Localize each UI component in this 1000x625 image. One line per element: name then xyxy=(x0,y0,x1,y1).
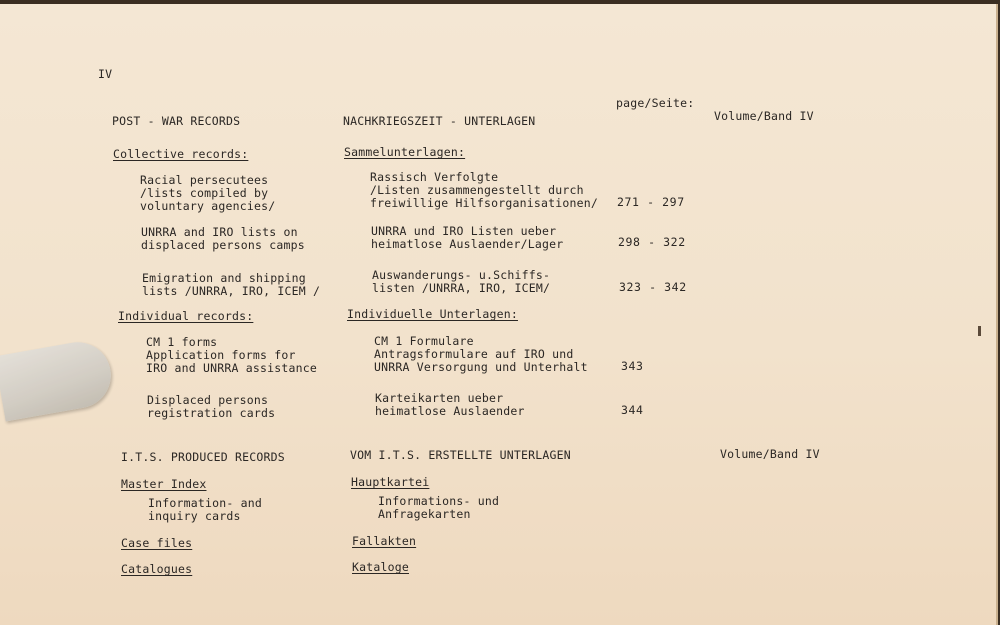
individual-heading-de: Individuelle Unterlagen: xyxy=(347,307,518,321)
item-de-line: Auswanderungs- u.Schiffs- xyxy=(372,268,551,282)
item-de-line: Karteikarten ueber xyxy=(375,391,504,405)
document-page xyxy=(0,4,998,625)
its-heading-de: VOM I.T.S. ERSTELLTE UNTERLAGEN xyxy=(350,448,571,462)
index-tab xyxy=(0,337,116,421)
its-heading-en: I.T.S. PRODUCED RECORDS xyxy=(121,450,285,464)
catalogues-en: Catalogues xyxy=(121,562,193,576)
page-number: IV xyxy=(98,67,113,81)
catalogues-de: Kataloge xyxy=(352,560,409,574)
post-war-heading-de: NACHKRIEGSZEIT - UNTERLAGEN xyxy=(343,114,536,128)
item-de-line: UNRRA Versorgung und Unterhalt xyxy=(374,360,588,374)
collective-heading-en: Collective records: xyxy=(113,147,249,161)
item-de-line: heimatlose Auslaender/Lager xyxy=(371,237,564,251)
post-war-heading-en: POST - WAR RECORDS xyxy=(112,114,241,128)
item-de-line: heimatlose Auslaender xyxy=(375,404,525,418)
item-en-line: registration cards xyxy=(147,406,276,420)
collective-heading-de: Sammelunterlagen: xyxy=(344,145,466,159)
item-de-line: freiwillige Hilfsorganisationen/ xyxy=(370,196,598,210)
page-range: 344 xyxy=(621,403,644,417)
item-de-line: Antragsformulare auf IRO und xyxy=(374,347,574,361)
case-files-de: Fallakten xyxy=(352,534,417,548)
item-en-line: Emigration and shipping xyxy=(142,271,306,285)
volume-label-mid: Volume/Band IV xyxy=(720,447,820,461)
item-en-line: Displaced persons xyxy=(147,393,269,407)
margin-mark xyxy=(978,326,981,336)
item-en-line: /lists compiled by xyxy=(140,186,269,200)
item-de-line: listen /UNRRA, IRO, ICEM/ xyxy=(372,281,551,295)
individual-heading-en: Individual records: xyxy=(118,309,254,323)
page-range: 343 xyxy=(621,359,644,373)
page-column-header: page/Seite: xyxy=(616,96,695,110)
page-range: 298 - 322 xyxy=(618,235,686,249)
master-index-sub-de: Anfragekarten xyxy=(378,507,471,521)
item-en-line: Application forms for xyxy=(146,348,296,362)
page-range: 271 - 297 xyxy=(617,195,685,209)
case-files-en: Case files xyxy=(121,536,193,550)
item-en-line: displaced persons camps xyxy=(141,238,305,252)
item-de-line: CM 1 Formulare xyxy=(374,334,474,348)
item-en-line: IRO and UNRRA assistance xyxy=(146,361,317,375)
item-en-line: Racial persecutees xyxy=(140,173,269,187)
page-range: 323 - 342 xyxy=(619,280,687,294)
item-en-line: CM 1 forms xyxy=(146,335,218,349)
item-en-line: lists /UNRRA, IRO, ICEM / xyxy=(142,284,321,298)
master-index-sub-de: Informations- und xyxy=(378,494,500,508)
item-de-line: Rassisch Verfolgte xyxy=(370,170,499,184)
item-de-line: UNRRA und IRO Listen ueber xyxy=(371,224,557,238)
master-index-sub-en: Information- and xyxy=(148,496,262,510)
item-en-line: voluntary agencies/ xyxy=(140,199,276,213)
master-index-de: Hauptkartei xyxy=(351,475,430,489)
master-index-en: Master Index xyxy=(121,477,207,491)
master-index-sub-en: inquiry cards xyxy=(148,509,241,523)
volume-label-top: Volume/Band IV xyxy=(714,109,814,123)
item-de-line: /Listen zusammengestellt durch xyxy=(370,183,584,197)
item-en-line: UNRRA and IRO lists on xyxy=(141,225,298,239)
